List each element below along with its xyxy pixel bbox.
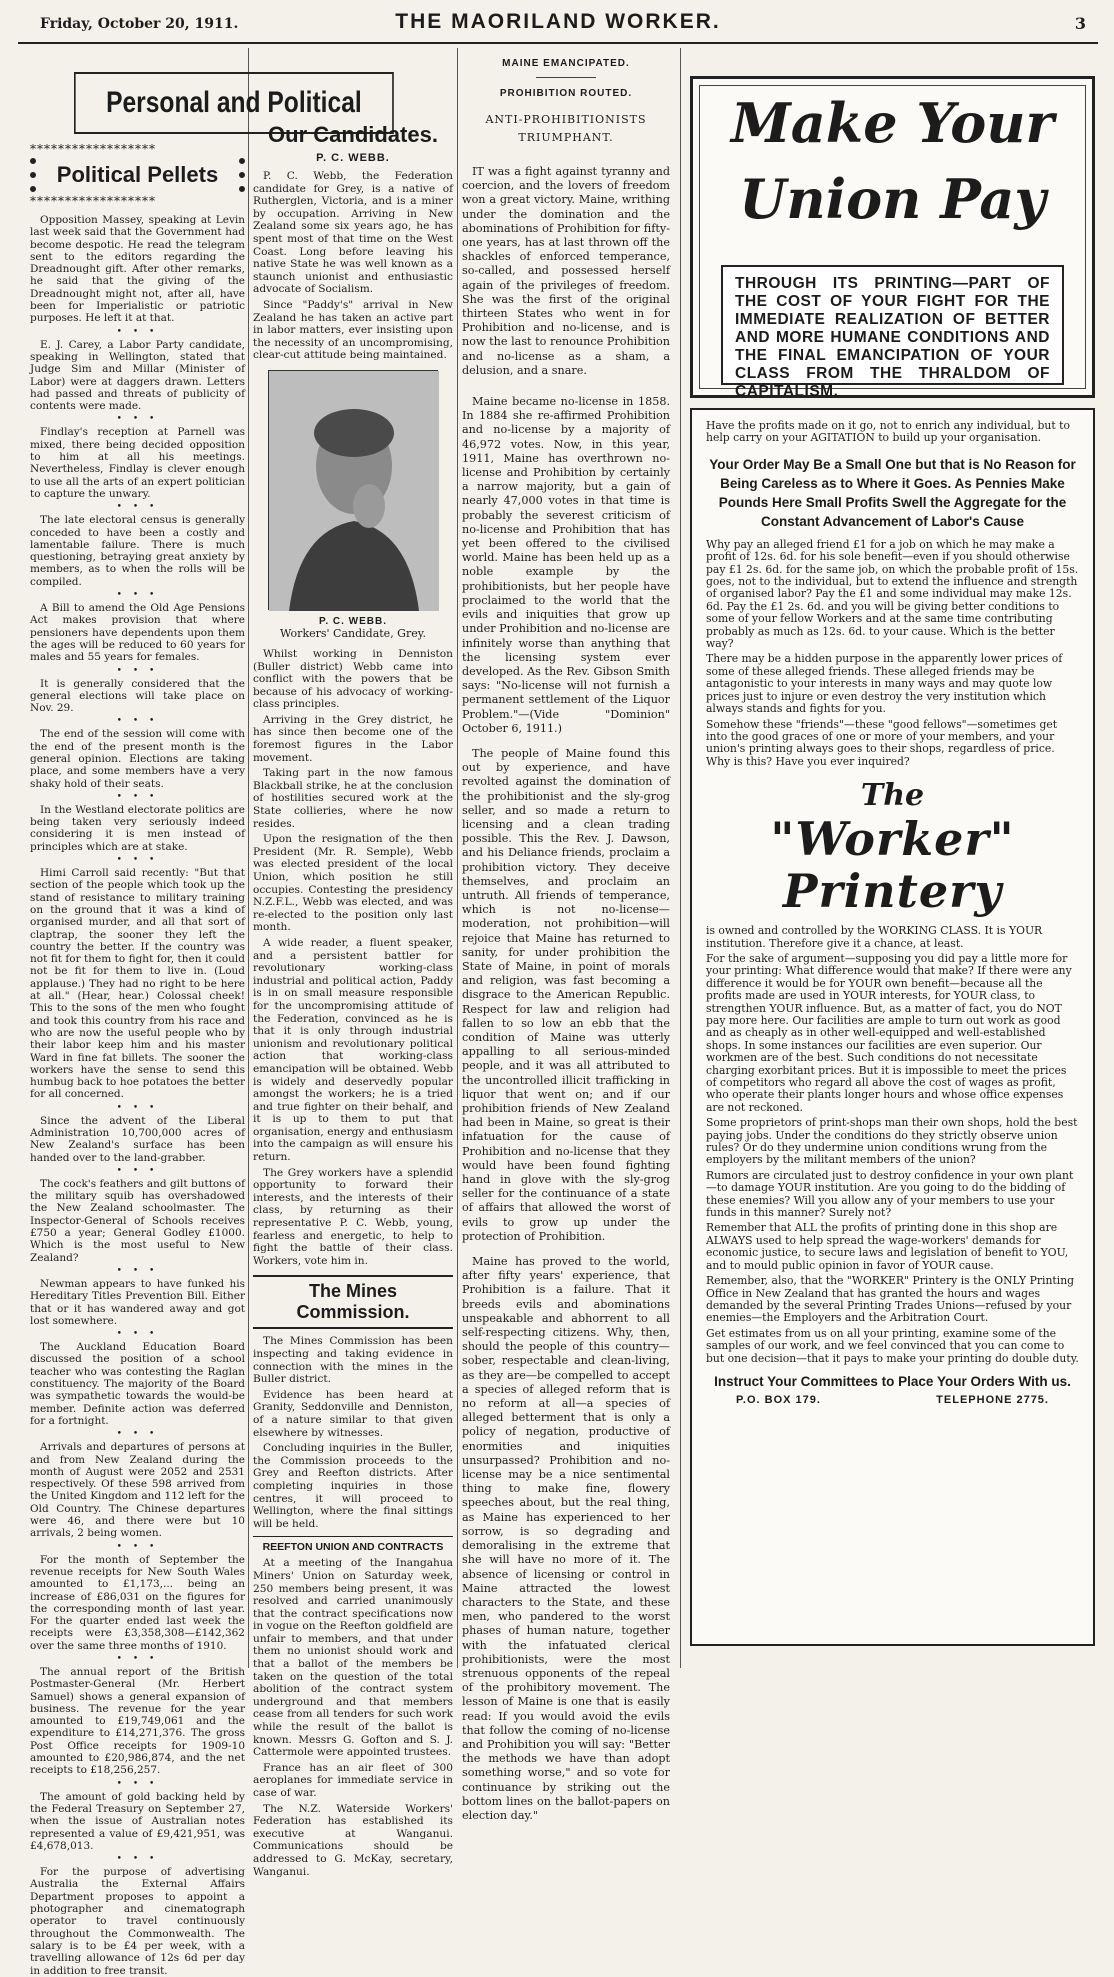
mines-paragraph: Evidence has been heard at Granity, Seddonville and Denniston, of a nature similar to that given elsewhere by witnesses.: [253, 1388, 453, 1439]
maine-subhead: PROHIBITION ROUTED.: [499, 88, 633, 99]
separator-dots: • • •: [116, 1778, 159, 1789]
pellet-paragraph: The cock's feathers and gilt buttons of the military squib has overshadowed the New Zealand schoolmaster. The Inspector-General of Schools receives £750 a year; General Godley £1000. Which is the most useful to New Zealand?: [30, 1177, 245, 1264]
candidate-paragraph: P. C. Webb, the Federation candidate for Grey, is a native of Rutherglen, Victoria, and is a miner by occupation. Arriving in New Zealand some six years ago, he has spent most of that time on the West Coast. Long before leaving his native State he was well known as a staunch unionist and enthusiastic advocate of Socialism.: [253, 170, 453, 296]
separator-dots: • • •: [116, 1653, 159, 1664]
pellet-paragraph: Opposition Massey, speaking at Levin last week said that the Government had become despotic. He read the telegram sent to the editors regarding the Dreadnought gift. After other remarks, he said that the giving of the Dreadnought might not, after all, have been for Imperialistic or patriotic purposes. He left it at that.: [30, 214, 245, 325]
ad-paragraph: Have the profits made on it go, not to enrich any individual, but to help carry on your AGITATION to build up your organisation.: [706, 419, 1070, 445]
pellet-paragraph: The annual report of the British Postmaster-General (Mr. Herbert Samuel) shows a general expansion of business. The revenue for the year amounted to £19,749,061 and the expenditure to £14,271,376. The gross Post Office receipts for 1909-10 amounted to £20,986,874, and the net receipts to £18,256,257.: [30, 1665, 245, 1777]
candidate-paragraph: A wide reader, a fluent speaker, and a persistent battler for revolutionary working-class industrial and political action, Paddy is in on small measure responsible for the uncompromising attitude of the Federation, convinced as he is that it is only through industrial unionism and revolutionary political action that working-class emancipation will be obtained. Webb is widely and deservedly popular amongst the workers; he is a tried and true fighter on their behalf, and it is up to them to put that organisation, energy and enthusiasm into the campaign as will ensure his return.: [253, 936, 453, 1164]
candidate-paragraph: Since "Paddy's" arrival in New Zealand he has taken an active part in labor matters, ever insisting upon the necessity of an uncompromising, clear-cut attitude being maintained.: [253, 298, 453, 362]
ad-bold-statement: Your Order May Be a Small One but that is No Reason for Being Careless as to Where it Goes. As Pennies Make Pounds Here Small Profits Swell the Aggregate for the Constant Advancement of Labor's Cause: [709, 456, 1076, 529]
printery-heading-the: The: [860, 778, 925, 814]
candidate-paragraph: Upon the resignation of the then President (Mr. R. Semple), Webb was elected president of the local Union, which position he still occupies. Contesting the presidency N.Z.F.L., Webb was elected, and was re-elected to the position only last month.: [253, 833, 453, 934]
mines-commission-heading: The Mines Commission.: [253, 1275, 453, 1329]
ad-through-box: THROUGH ITS PRINTING—PART OF THE COST OF YOUR FIGHT FOR THE IMMEDIATE REALIZATION OF BETTER AND MORE HUMANE CONDITIONS AND THE FINAL EMANCIPATION OF YOUR CLASS FROM THE THRALDOM OF CAPITALISM.: [721, 265, 1064, 385]
candidate-paragraph: The Grey workers have a splendid opportunity to forward their interests, and the interests of their class, by returning as their representative P. C. Webb, young, fearless and energetic, to help to fight the battle of their class. Workers, vote him in.: [253, 1166, 453, 1267]
maine-headline: MAINE EMANCIPATED.: [502, 58, 630, 69]
separator-dots: • • •: [116, 1429, 159, 1440]
separator-dots: • • •: [116, 855, 159, 866]
separator-dots: • • •: [116, 1854, 159, 1865]
page-number: 3: [1074, 14, 1086, 33]
issue-date: Friday, October 20, 1911.: [40, 16, 239, 32]
ad-paragraph: is owned and controlled by the WORKING CLASS. It is YOUR institution. Therefore give it a chance, at least.: [706, 924, 1043, 950]
ad-paragraph: There may be a hidden purpose in the apparently lower prices of some of these alleged friends. These alleged friends may be antagonistic to your interests in many ways and may quote low prices just to injure or even destroy the very institution which always stands and fights for you.: [706, 652, 1063, 716]
ad-paragraph: For the sake of argument—supposing you did pay a little more for your printing: What difference would that make? If there were any difference it would be for YOUR own benefit—because all the profits made are used in YOUR interests, for YOUR class, to strengthen YOUR influence. But, as a matter of fact, you do NOT pay more here. Our facilities are ample to turn out work as good and as cheaply as in other well-equipped and well-established shops. In some instances our facilities are even superior. Our workmen are of the best. Such conditions do not necessitate charging exorbitant prices. But it is impossible to meet the prices of competitors who regard all above the cost of wages as profit, who operate their plants longer hours and whose office expenses are not reckoned.: [706, 951, 1072, 1114]
separator-dots: • • •: [116, 665, 159, 676]
reefton-paragraph: France has an air fleet of 300 aeroplanes for immediate service in case of war.: [253, 1761, 453, 1799]
separator-dots: • • •: [116, 1165, 159, 1176]
ad-paragraph: Some proprietors of print-shops man their own shops, hold the best paying jobs. Under the conditions do they strictly observe union rules? Or do they undermine union conditions wrung from the employers by the militant members of the union?: [706, 1116, 1078, 1167]
pellet-paragraph: A Bill to amend the Old Age Pensions Act makes provision that where pensioners have dependents upon them the ages will be reduced to 60 years for males and 55 years for females.: [30, 602, 245, 664]
separator-dots: • • •: [116, 502, 159, 513]
make-your-union-pay-ad: [690, 76, 1095, 398]
separator-dots: • • •: [116, 1265, 159, 1276]
printery-ad-body: [690, 408, 1095, 1646]
mines-paragraph: The Mines Commission has been inspecting and taking evidence in connection with the mines in the Buller district.: [253, 1335, 453, 1386]
maine-deck: ANTI-PROHIBITIONISTS TRIUMPHANT.: [485, 113, 647, 144]
pellet-paragraph: E. J. Carey, a Labor Party candidate, speaking in Wellington, stated that Judge Sim and Millar (Minister of Labor) were at daggers drawn. Letters had passed and threats of publicity of contents were made.: [30, 338, 245, 413]
separator-dots: • • •: [116, 1329, 159, 1340]
pellet-paragraph: In the Westland electorate politics are being taken very seriously indeed considering it is men instead of principles which are at stake.: [30, 803, 245, 853]
ad-paragraph: Rumors are circulated just to destroy confidence in your own plant—to damage YOUR institution. Are you going to do the bidding of these enemies? Will you allow any of your members to use your funds in this manner? Surely not?: [706, 1168, 1074, 1220]
po-box: P.O. BOX 179.: [736, 1393, 821, 1406]
star-border: ******************: [30, 142, 156, 156]
pellets-title: Political Pellets: [30, 158, 245, 192]
maine-paragraph: Maine has proved to the world, after fifty years' experience, that Prohibition is a failure. That it breeds evils and abominations unspeakable and abhorrent to all self-respecting citizens. Why, then, should the people of this country—sober, respectable and clean-living, as they are—be compelled to accept a species of alleged reform that is no reform at all—a species of alleged betterment that is only a policy of negation, productive of enormities and iniquities unsurpassed? Prohibition and no-license may be a nice sentimental thing to make fine, flowery speeches about, but the real thing, as Maine has experienced to her sorrow, is so degrading and demoralising in the extreme that she will have no more of it. The absence of licensing or control in Maine attracted the lowest characters to the State, and these men, who pandered to the worst phases of human nature, together with the infatuated clerical prohibitionists, were the most strenuous opponents of the repeal of the prohibitory movement. The lesson of Maine is one that is easily read: If you would avoid the evils that follow the coming of no-license and Prohibition you will say: "Better the methods we have than adopt something worse," and so vote for continuance by striking out the bottom lines on the ballot-papers on election day.": [462, 1255, 670, 1822]
candidate-paragraph: Taking part in the now famous Blackball strike, he at the conclusion of hostilities secured work at the State collieries, where he now resides.: [253, 767, 453, 830]
masthead: [18, 6, 1098, 44]
printery-heading: "Worker" Printery: [770, 812, 1015, 919]
portrait-image: [269, 371, 439, 611]
portrait-caption-name: P. C. WEBB.: [318, 615, 388, 627]
ad-paragraph: Remember, also, that the "WORKER" Printery is the ONLY Printing Office in New Zealand that has granted the hours and wages demanded by the several Printing Trades Unions—refused by your enemies—the Employers and the Arbitration Court.: [706, 1274, 1075, 1325]
maine-paragraph: Maine became no-license in 1858. In 1884 she re-affirmed Prohibition and no-license by a majority of 46,972 votes. Now, in this year, 1911, Maine has overthrown no-license and Prohibition by certainly a narrow majority, but a gain of nearly 47,000 votes in that time is probably the severest criticism of no-license and Prohibition that has yet been offered to the civilised world. Maine has been held up as a noble example by the prohibitionists, but her people have proclaimed to the world that the evils and iniquities that grow up under Prohibition and no-license are infinitely worse than anything that the licensing system ever developed. As the Rev. Gibson Smith says: "No-license will not furnish a permanent settlement of the Liquor Problem."—(Vide "Dominion" October 6, 1911.): [462, 395, 670, 735]
pellet-paragraph: For the purpose of advertising Australia the External Affairs Department proposes to appoint a photographer and cinematograph operator to travel continuously throughout the Commonwealth. The salary is to be £4 per week, with a travelling allowance of 12s 6d per day in addition to free transit.: [30, 1866, 245, 1977]
candidate-portrait: [268, 370, 438, 610]
separator-dots: • • •: [116, 590, 159, 601]
separator-dots: • • •: [116, 1102, 159, 1113]
reefton-heading: REEFTON UNION AND CONTRACTS: [253, 1536, 453, 1553]
instruct-committees: Instruct Your Committees to Place Your Orders With us.: [714, 1373, 1071, 1389]
printery-advertisement-column: [690, 48, 1095, 1668]
star-border: ******************: [30, 194, 156, 208]
maine-article-column: [462, 48, 670, 1822]
column-rule: [680, 48, 681, 1668]
ad-title-line-2: Union Pay: [739, 167, 1046, 231]
pellet-paragraph: Himi Carroll said recently: "But that section of the people which took up the stand of resistance to military training on the ground that it was a kind of organised murder, and all that sort of claptrap, the sooner they left the country the better. If the country was not fit for them to fight for, then it could not be fit for them to live in. (Loud applause.) They had no right to be here at all." (Hear, hear.) Colossal cheek! This to the sons of the men who fought and took this country from his race and who are now the useful people who by their labor keep him and his master Ward in fine fat billets. The sooner the workers have the sense to send this humbug back to hoe potatoes the better for all concerned.: [30, 867, 245, 1101]
mines-paragraph: Concluding inquiries in the Buller, the Commission proceeds to the Grey and Reefton districts. After completing inquiries in those centres, it will proceed to Wellington, where the final sittings will be held.: [253, 1442, 453, 1530]
separator-dots: • • •: [116, 414, 159, 425]
ad-paragraph: Somehow these "friends"—these "good fellows"—sometimes get into the good graces of one or more of your members, and your union's printing always goes to their shops, regardless of price. Why is this? Have you ever inquired?: [706, 717, 1058, 768]
ad-paragraph: Why pay an alleged friend £1 for a job on which he may make a profit of 12s. 6d. for his sole benefit—even if you should otherwise pay £1 2s. 6d. for the same job, on which the probable profit of 15s. goes, not to the individual, but to extend the influence and strength of organised labor? Pay the £1 and some individual may make 12s. 6d. Pay the £1 2s. 6d. and you will be giving better conditions to some of your fellow Workers and at the same time contributing probably as much as 12s. 6d. to your cause. Which is the better way?: [706, 537, 1079, 651]
reefton-paragraph: At a meeting of the Inangahua Miners' Union on Saturday week, 250 members being present, it was resolved and carried unanimously that the contract specifications now in vogue on the Reefton goldfield are unfair to members, and that under them no unionist should work and that a ballot of the members be taken on the question of the total abolition of the contract system underground and that members cease from all tenders for such work while the result of the ballot is known. Messrs G. Gofton and S. J. Cattermole were appointed trustees.: [253, 1557, 453, 1759]
column-rule: [248, 48, 249, 1668]
divider: [536, 77, 596, 78]
column-rule: [457, 48, 458, 1668]
newspaper-title: THE MAORILAND WORKER.: [395, 10, 721, 33]
telephone: TELEPHONE 2775.: [936, 1393, 1049, 1406]
pellet-paragraph: The amount of gold backing held by the Federal Treasury on September 27, when the issue of Australian notes represented a value of £9,421,951, was £4,678,013.: [30, 1790, 245, 1852]
separator-dots: • • •: [116, 1541, 159, 1552]
candidates-column: [253, 48, 453, 1878]
pellet-paragraph: The late electoral census is generally conceded to have been a costly and lamentable failure. There is much questioning, betraying great anxiety by members, as to when the rolls will be compiled.: [30, 514, 245, 588]
separator-dots: • • •: [116, 326, 159, 337]
pellet-paragraph: Arrivals and departures of persons at and from New Zealand during the month of August were 2052 and 2531 respectively. Of these 598 arrived from the United Kingdom and 112 left for the Old Country. The Chinese departures were 46, and there were but 10 arrivals, 2 being women.: [30, 1441, 245, 1540]
candidate-name: P. C. WEBB.: [316, 152, 390, 164]
portrait-caption: Workers' Candidate, Grey.: [280, 626, 426, 640]
candidate-paragraph: Arriving in the Grey district, he has since then become one of the foremost figures in the Labor movement.: [253, 713, 453, 764]
separator-dots: • • •: [116, 716, 159, 727]
pellet-paragraph: Findlay's reception at Parnell was mixed, there being decided opposition to him at all his meetings. Nevertheless, Findlay is clever enough to use all the arts of an expert politician to capture the unwary.: [30, 426, 245, 500]
pellet-paragraph: Since the advent of the Liberal Administration 10,700,000 acres of New Zealand's surface has been handed over to the land-grabber.: [30, 1114, 245, 1164]
separator-dots: • • •: [116, 791, 159, 802]
pellet-paragraph: Newman appears to have funked his Hereditary Titles Prevention Bill. Either that or it has wandered away and got lost somewhere.: [30, 1277, 245, 1327]
contact-line: [706, 1390, 1079, 1406]
ad-title-line-1: Make Your: [731, 91, 1054, 155]
ad-paragraph: Remember that ALL the profits of printing done in this shop are ALWAYS used to help spread the wage-workers' demands for economic justice, to secure laws and legislation of benefit to YOU, and to mould public opinion in favor of YOUR cause.: [706, 1221, 1069, 1272]
candidate-paragraph: Whilst working in Denniston (Buller district) Webb came into conflict with the powers that be because of his advocacy of working-class principles.: [253, 647, 453, 711]
reefton-paragraph: The N.Z. Waterside Workers' Federation has established its executive at Wanganui. Communications should be addressed to G. McKay, secretary, Wanganui.: [253, 1802, 453, 1878]
maine-paragraph: The people of Maine found this out by experience, and have revolted against the domination of the prohibitionist and the sly-grog seller, and so made a return to licensing and a clean trading possible. This the Rev. J. Dawson, and his Deliance friends, proclaim a prohibition victory. They deceive themselves, and proclaim an untruth. All friends of temperance, which is not no-license—moderation, not prohibition—will rejoice that Maine has returned to sanity, for under prohibition the State of Maine, in point of morals and religion, was fast becoming a disgrace to the American Republic. Respect for law and religion had fallen to so low an ebb that the condition of Maine was utterly appalling to all serious-minded people, and it was all attributed to the uncontrolled illicit trafficking in liquor that went on; and if our prohibition friends of New Zealand had been in Maine, so great is their infatuation for the cause of Prohibition and no-license that they would have been found fighting hand in glove with the sly-grog seller for the continuance of a state of affairs that allowed the worst of evils to grow up under the protection of Prohibition.: [462, 746, 670, 1243]
pellet-paragraph: It is generally considered that the general elections will take place on Nov. 29.: [30, 677, 245, 715]
pellet-paragraph: The Auckland Education Board discussed the position of a school teacher who was contesting the Raglan constituency. The majority of the Board was sympathetic towards the would-be member. Definite action was deferred for a fortnight.: [30, 1341, 245, 1427]
personal-political-banner: Personal and Political: [74, 72, 394, 134]
maine-paragraph: IT was a fight against tyranny and coercion, and the lovers of freedom won a great victory. Maine, writhing under the domination and the abominations of Prohibition for fifty-one years, has at last thrown off the shackles of enforced temperance, so-called, and possessed herself again of the privileges of freedom. She was the first of the original thirteen States who went in for Prohibition and no-license, and is now the last to renounce Prohibition and no-license as a sham, a delusion, and a snare.: [462, 165, 670, 377]
pellet-paragraph: The end of the session will come with the end of the present month is the general opinion. Elections are taking place, and some members have a very shaky hold of their seats.: [30, 728, 245, 790]
our-candidates-heading: Our Candidates.: [268, 122, 438, 147]
ad-paragraph: Get estimates from us on all your printing, examine some of the samples of our work, and we feel convinced that you can come to but one decision—that it pays to make your printing do double duty.: [706, 1326, 1079, 1365]
pellet-paragraph: For the month of September the revenue receipts for New South Wales amounted to £1,173,... being an increase of £86,031 on the figures for the corresponding month of last year. For the quarter ended last week the receipts were £3,358,308—£142,362 over the same three months of 1910.: [30, 1553, 245, 1652]
